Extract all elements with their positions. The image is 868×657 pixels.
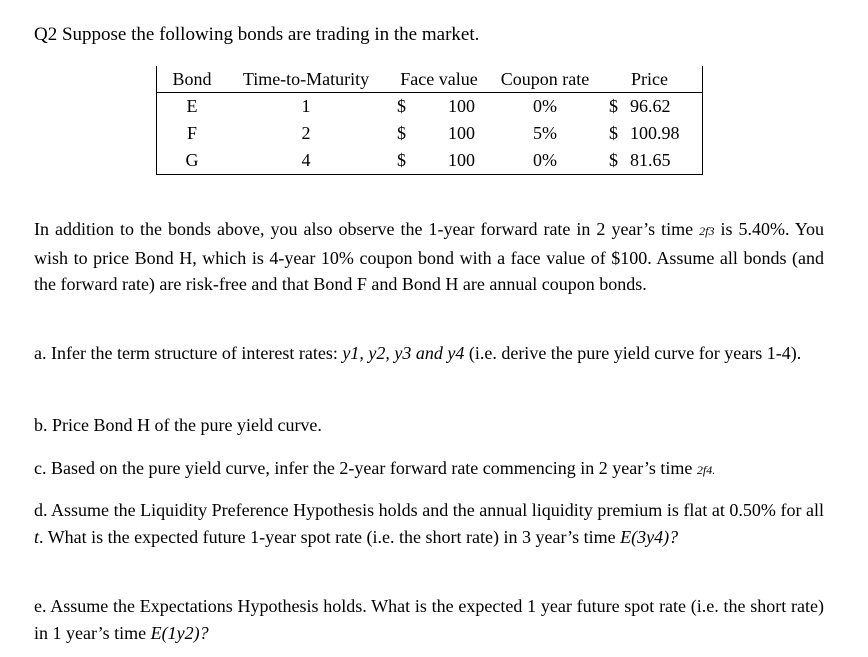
dollar-sign: $ bbox=[397, 96, 406, 116]
header-coupon-rate: Coupon rate bbox=[493, 66, 597, 93]
question-d bbox=[34, 497, 824, 550]
header-face-value: Face value bbox=[385, 66, 493, 93]
cell-bond: G bbox=[157, 147, 228, 175]
cell-price bbox=[597, 147, 703, 175]
dollar-sign: $ bbox=[609, 150, 618, 170]
qc-text: c. Based on the pure yield curve, infer the 2-year forward rate commencing in 2 year’s time bbox=[34, 458, 693, 478]
face-amount: 100 bbox=[448, 96, 475, 116]
qa-text-2: (i.e. derive the pure yield curve for years 1-4). bbox=[468, 343, 802, 363]
cell-price bbox=[597, 120, 703, 147]
header-bond: Bond bbox=[157, 66, 228, 93]
qd-symbol: E(3y4)? bbox=[620, 526, 679, 547]
price-amount: 96.62 bbox=[630, 96, 671, 116]
bond-table bbox=[156, 66, 703, 175]
qe-text: e. Assume the Expectations Hypothesis holds. What is the expected 1 year future spot rate (i.e. the short rate) in 1 year’s time bbox=[34, 596, 824, 643]
header-ttm: Time-to-Maturity bbox=[227, 66, 385, 93]
price-amount: 81.65 bbox=[630, 150, 671, 170]
face-amount: 100 bbox=[448, 123, 475, 143]
cell-face bbox=[385, 120, 493, 147]
dollar-sign: $ bbox=[609, 96, 618, 116]
cell-ttm: 4 bbox=[227, 147, 385, 175]
question-b bbox=[34, 412, 824, 439]
price-amount: 100.98 bbox=[630, 123, 680, 143]
table-row bbox=[157, 93, 703, 121]
question-c bbox=[34, 455, 824, 484]
table-row bbox=[157, 120, 703, 147]
intro-text-2: is 5.40%. You wish to price Bond H, which is 4-year 10% coupon bond with a face value of $100. Assume all bonds (and the forward rate) are risk-free and that Bond F and Bond H are annual coupon bonds. bbox=[34, 219, 825, 294]
cell-coupon: 0% bbox=[493, 147, 597, 175]
qb-text: b. Price Bond H of the pure yield curve. bbox=[34, 415, 322, 435]
cell-bond: E bbox=[157, 93, 228, 121]
question-a bbox=[34, 340, 824, 367]
dollar-sign: $ bbox=[397, 150, 406, 170]
qd-text-2: . What is the expected future 1-year spot rate (i.e. the short rate) in 3 year’s time bbox=[39, 526, 616, 547]
cell-ttm: 2 bbox=[301, 123, 311, 143]
cell-face bbox=[385, 93, 493, 121]
table-row bbox=[157, 147, 703, 175]
cell-price bbox=[597, 93, 703, 121]
qc-symbol: 2f4. bbox=[696, 463, 716, 477]
cell-ttm: 1 bbox=[301, 96, 311, 116]
cell-coupon: 5% bbox=[533, 123, 557, 143]
cell-bond: F bbox=[157, 120, 228, 147]
table-header-row bbox=[157, 66, 703, 93]
qd-t: t bbox=[34, 526, 40, 547]
qa-text-1: a. Infer the term structure of interest rates: bbox=[34, 343, 338, 363]
cell-face bbox=[385, 147, 493, 175]
question-e bbox=[34, 593, 824, 646]
qd-text-1: d. Assume the Liquidity Preference Hypothesis holds and the annual liquidity premium is flat at 0.50% for all bbox=[34, 500, 824, 520]
cell-coupon: 0% bbox=[533, 96, 557, 116]
dollar-sign: $ bbox=[397, 123, 406, 143]
qe-symbol: E(1y2)? bbox=[150, 622, 209, 643]
header-price: Price bbox=[597, 66, 703, 93]
face-amount: 100 bbox=[448, 150, 475, 170]
qa-vars: y1, y2, y3 and y4 bbox=[342, 343, 465, 363]
intro-paragraph bbox=[34, 216, 824, 298]
intro-text-1: In addition to the bonds above, you also observe the 1-year forward rate in 2 year’s time bbox=[34, 219, 694, 239]
question-title: Q2 Suppose the following bonds are trading in the market. bbox=[34, 24, 480, 45]
forward-rate-symbol: 2f3 bbox=[699, 224, 715, 238]
dollar-sign: $ bbox=[609, 123, 618, 143]
